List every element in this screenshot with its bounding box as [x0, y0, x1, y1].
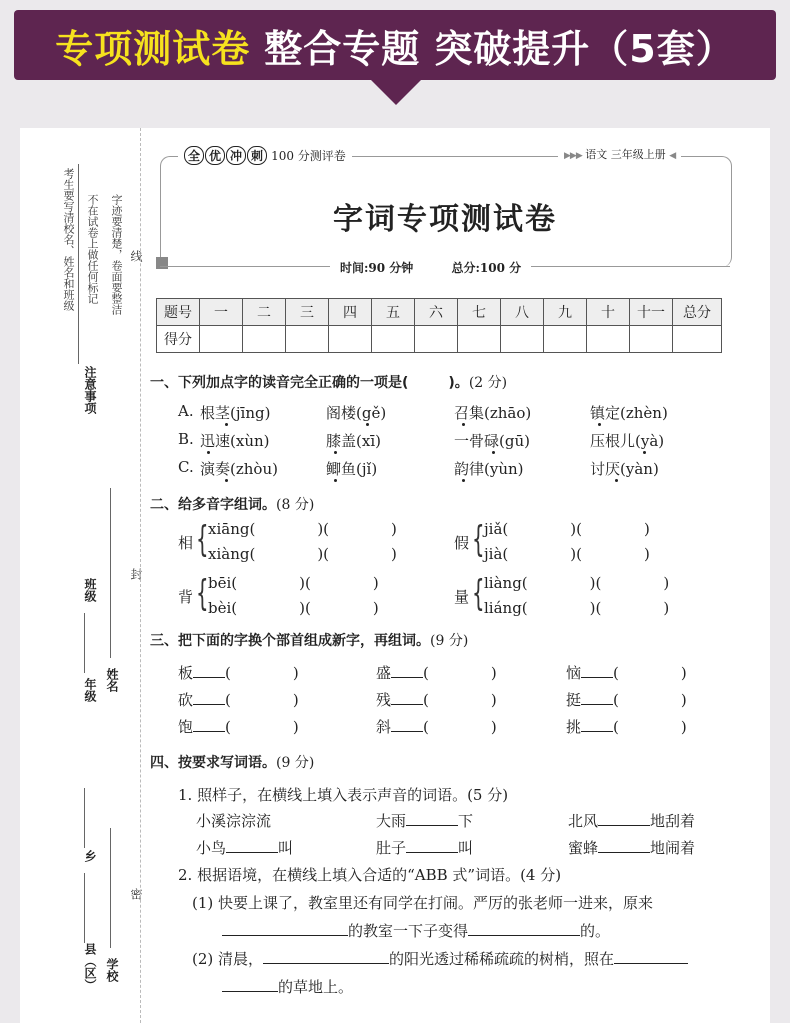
fill-blank[interactable]	[468, 923, 580, 936]
fill-blank[interactable]	[226, 840, 278, 853]
fill-blank[interactable]	[406, 813, 458, 826]
q2-points: (8 分)	[276, 497, 315, 513]
note-rule	[78, 164, 79, 364]
total-score: 总分:100 分	[451, 261, 522, 275]
score-cell[interactable]	[458, 326, 501, 353]
text-fragment: 肚子	[376, 839, 407, 857]
text-fragment: )	[680, 718, 687, 736]
text-fragment: 一骨碌	[454, 432, 500, 450]
county-line	[84, 873, 85, 943]
brace-icon: {	[472, 519, 485, 560]
badge-char-3: 冲	[226, 146, 246, 165]
emphasis-dot	[643, 451, 646, 454]
q3-title-text: 三、把下面的字换个部首组成新字，再组词。	[150, 633, 430, 649]
q1-item	[326, 458, 377, 479]
text-fragment: (	[613, 664, 619, 682]
text-fragment: 压根儿	[590, 432, 636, 450]
q2-reading	[484, 545, 650, 563]
q2-char: 假	[454, 534, 470, 552]
subject-text: 语文 三年级上册	[585, 148, 666, 161]
series-label	[178, 146, 352, 165]
score-header-cell: 一	[200, 299, 243, 326]
text-fragment: )	[372, 599, 379, 617]
text-fragment: )	[391, 545, 397, 563]
q2-reading	[484, 599, 669, 617]
q3-item	[566, 716, 687, 737]
text-fragment: 地闹着	[650, 839, 696, 857]
text-fragment: )(	[317, 520, 330, 538]
text-fragment: )	[643, 520, 650, 538]
score-header-cell: 六	[415, 299, 458, 326]
score-input-row	[157, 326, 722, 353]
text-fragment: )(	[589, 574, 602, 592]
score-header-cell: 四	[329, 299, 372, 326]
name-line	[110, 488, 111, 658]
text-fragment: )(	[589, 599, 602, 617]
text-fragment: 北风	[568, 812, 599, 830]
score-cell[interactable]	[286, 326, 329, 353]
q4-sub2: 2. 根据语境，在横线上填入合适的“ABB 式”词语。(4 分)	[178, 866, 562, 884]
q1-title-end: )。	[448, 375, 469, 391]
fill-blank[interactable]	[193, 665, 225, 678]
text-fragment: )	[643, 545, 650, 563]
text-fragment: 下	[458, 812, 474, 830]
score-header-cell: 五	[372, 299, 415, 326]
text-fragment: 挑	[566, 718, 582, 736]
text-fragment: 的草地上。	[278, 978, 354, 996]
fill-blank[interactable]	[598, 813, 650, 826]
text-fragment: (xùn)	[230, 432, 270, 450]
text-fragment: 蜜蜂	[568, 839, 599, 857]
badge-char-1: 全	[184, 146, 204, 165]
text-fragment: )(	[570, 520, 582, 538]
text-fragment: xiàng(	[208, 545, 256, 563]
text-fragment: )(	[299, 599, 311, 617]
emphasis-dot	[225, 479, 228, 482]
text-fragment: 的阳光透过稀稀疏疏的树梢，照在	[389, 950, 615, 968]
text-fragment: 阁楼	[326, 404, 357, 422]
text-fragment: 残	[376, 691, 392, 709]
text-fragment: )	[680, 664, 687, 682]
q4-p2-line2	[222, 976, 353, 997]
note-3: 字迹要清楚，卷面要整洁	[110, 194, 123, 315]
text-fragment: (zhèn)	[620, 404, 668, 422]
text-fragment: 叫	[458, 839, 474, 857]
banner-pointer	[370, 79, 422, 105]
text-fragment: 镇定	[590, 404, 621, 422]
q4-item	[568, 810, 695, 831]
q1-item	[590, 458, 659, 479]
q4-sub1: 1. 照样子，在横线上填入表示声音的词语。(5 分)	[178, 786, 509, 804]
binding-dash	[140, 128, 141, 1023]
time-limit: 时间:90 分钟	[340, 261, 414, 275]
text-fragment: )	[490, 664, 497, 682]
fill-blank[interactable]	[263, 951, 389, 964]
text-fragment: 盛	[376, 664, 392, 682]
text-fragment: (	[225, 718, 231, 736]
score-header-cell: 十	[587, 299, 630, 326]
emphasis-dot	[207, 451, 210, 454]
q2-reading	[208, 574, 379, 592]
q3-item	[178, 689, 299, 710]
score-cell[interactable]	[587, 326, 630, 353]
text-fragment: )(	[317, 545, 330, 563]
fill-blank[interactable]	[581, 692, 613, 705]
text-fragment: 召集	[454, 404, 485, 422]
emphasis-dot	[366, 423, 369, 426]
score-header-cell: 总分	[673, 299, 722, 326]
text-fragment: )	[292, 664, 299, 682]
q3-item	[178, 662, 299, 683]
text-fragment: 挺	[566, 691, 582, 709]
score-header-cell: 十一	[630, 299, 673, 326]
emphasis-dot	[334, 479, 337, 482]
text-fragment: jiǎ(	[484, 520, 509, 538]
text-fragment: (	[613, 691, 619, 709]
class-line	[84, 613, 85, 673]
q3-item	[376, 662, 497, 683]
fill-blank[interactable]	[391, 692, 423, 705]
q2-reading	[208, 520, 397, 538]
score-table	[156, 298, 722, 353]
text-fragment: (	[225, 664, 231, 682]
q3-item	[566, 662, 687, 683]
emphasis-dot	[462, 479, 465, 482]
score-cell[interactable]	[200, 326, 243, 353]
badge-char-4: 刺	[247, 146, 267, 165]
text-fragment: 膝盖	[326, 432, 357, 450]
q1-item	[200, 458, 278, 479]
score-header-cell: 题号	[157, 299, 200, 326]
emphasis-dot	[462, 423, 465, 426]
text-fragment: 恼	[566, 664, 582, 682]
q2-reading	[208, 545, 397, 563]
arrow-left-icon: ◀	[669, 151, 676, 161]
grade-label: 年级	[83, 678, 97, 702]
score-header-row	[157, 299, 722, 326]
note-1: 考生要写清校名、姓名和班级	[62, 168, 75, 311]
emphasis-dot	[615, 479, 618, 482]
q1-item	[326, 430, 381, 451]
text-fragment: jià(	[484, 545, 509, 563]
q1-item	[326, 402, 386, 423]
text-fragment: )	[680, 691, 687, 709]
score-header-cell: 八	[501, 299, 544, 326]
text-fragment: (gū)	[499, 432, 530, 450]
score-cell[interactable]	[673, 326, 722, 353]
q3-item	[376, 716, 497, 737]
text-fragment: 板	[178, 664, 194, 682]
subject-label	[558, 146, 681, 162]
q4-p1-line2	[222, 920, 610, 941]
text-fragment: xiāng(	[208, 520, 256, 538]
seal-feng-mark: 封	[129, 568, 143, 580]
text-fragment: (	[423, 664, 429, 682]
q1-item	[454, 458, 524, 479]
text-fragment: (gě)	[356, 404, 387, 422]
text-fragment: (	[613, 718, 619, 736]
fill-blank[interactable]	[222, 923, 348, 936]
time-info	[330, 259, 531, 276]
school-label: 学校	[105, 958, 119, 982]
q4-item	[376, 810, 473, 831]
score-header-cell: 三	[286, 299, 329, 326]
q3-title	[150, 630, 468, 650]
fill-blank[interactable]	[193, 692, 225, 705]
q4-item	[568, 837, 695, 858]
score-cell[interactable]	[501, 326, 544, 353]
text-fragment: 的。	[580, 922, 611, 940]
banner-text-2: 突破提升（5套）	[434, 26, 735, 71]
text-fragment: 鲫鱼	[326, 460, 357, 478]
q4-item	[196, 837, 293, 858]
q1-row-c-label: C.	[178, 458, 194, 476]
badge-char-2: 优	[205, 146, 225, 165]
text-fragment: )	[663, 574, 670, 592]
text-fragment: )(	[570, 545, 582, 563]
q3-item	[376, 689, 497, 710]
q4-example: 小溪淙淙流	[196, 812, 272, 830]
banner-text-1: 整合专题	[264, 26, 421, 71]
text-fragment: 的教室一下子变得	[348, 922, 469, 940]
text-fragment: (	[225, 691, 231, 709]
text-fragment: (jǐ)	[356, 460, 378, 478]
emphasis-dot	[598, 423, 601, 426]
q1-item	[590, 430, 664, 451]
q1-item	[590, 402, 668, 423]
q2-title	[150, 494, 314, 514]
q4-points: (9 分)	[276, 755, 315, 771]
score-cell[interactable]	[372, 326, 415, 353]
text-fragment: 韵律	[454, 460, 485, 478]
text-fragment: bèi(	[208, 599, 238, 617]
q1-item	[454, 402, 531, 423]
text-fragment: (yà)	[635, 432, 665, 450]
text-fragment: 地刮着	[650, 812, 696, 830]
text-fragment: (xī)	[356, 432, 381, 450]
text-fragment: )	[391, 520, 397, 538]
text-fragment: 讨厌	[590, 460, 621, 478]
class-label: 班级	[83, 578, 97, 602]
seal-line-mark: 线	[129, 250, 143, 262]
q2-title-text: 二、给多音字组词。	[150, 497, 276, 513]
text-fragment: 根茎	[200, 404, 231, 422]
promo-banner	[14, 10, 776, 80]
q1-item	[200, 430, 270, 451]
text-fragment: (jīng)	[230, 404, 271, 422]
brace-icon: {	[196, 519, 209, 560]
text-fragment: (	[423, 691, 429, 709]
banner-highlight: 专项测试卷	[55, 26, 251, 71]
text-fragment: 大雨	[376, 812, 407, 830]
q4-title	[150, 752, 314, 772]
arrow-right-icon: ▶▶▶	[564, 151, 582, 161]
fill-blank[interactable]	[598, 840, 650, 853]
series-name: 100 分测评卷	[271, 149, 346, 163]
county-label: 县（区）	[83, 943, 97, 991]
q1-item	[200, 402, 270, 423]
text-fragment: )	[490, 718, 497, 736]
score-row-label: 得分	[157, 326, 200, 353]
text-fragment: (yùn)	[484, 460, 524, 478]
text-fragment: 饱	[178, 718, 194, 736]
text-fragment: 小鸟	[196, 839, 227, 857]
q3-points: (9 分)	[430, 633, 469, 649]
q4-p2-line1	[192, 948, 688, 969]
fill-blank[interactable]	[614, 951, 688, 964]
text-fragment: )	[372, 574, 379, 592]
q1-title	[150, 372, 507, 392]
corner-square	[156, 257, 168, 269]
q4-title-text: 四、按要求写词语。	[150, 755, 276, 771]
q3-item	[178, 716, 299, 737]
q4-p1-line1: (1) 快要上课了，教室里还有同学在打闹。严厉的张老师一进来，原来	[192, 894, 654, 912]
score-cell[interactable]	[630, 326, 673, 353]
q1-item	[454, 430, 530, 451]
text-fragment: (zhāo)	[484, 404, 532, 422]
score-cell[interactable]	[415, 326, 458, 353]
score-header-cell: 二	[243, 299, 286, 326]
score-cell[interactable]	[243, 326, 286, 353]
q2-reading	[484, 574, 669, 592]
q4-item	[376, 837, 473, 858]
text-fragment: )(	[299, 574, 311, 592]
exam-paper	[20, 128, 770, 1023]
school-line	[110, 828, 111, 948]
text-fragment: 砍	[178, 691, 194, 709]
text-fragment: 演奏	[200, 460, 231, 478]
text-fragment: 叫	[278, 839, 294, 857]
page-title: 字词专项测试卷	[333, 202, 557, 237]
text-fragment: )	[292, 718, 299, 736]
q2-char: 背	[178, 588, 194, 606]
notes-title: 注意事项	[83, 366, 97, 414]
score-cell[interactable]	[329, 326, 372, 353]
brace-icon: {	[472, 573, 485, 614]
text-fragment: liàng(	[484, 574, 528, 592]
score-header-cell: 九	[544, 299, 587, 326]
emphasis-dot	[225, 423, 228, 426]
seal-mi-mark: 密	[129, 888, 143, 900]
text-fragment: )	[490, 691, 497, 709]
text-fragment: 迅速	[200, 432, 231, 450]
text-fragment: )	[663, 599, 670, 617]
score-header-cell: 七	[458, 299, 501, 326]
brace-icon: {	[196, 573, 209, 614]
emphasis-dot	[492, 451, 495, 454]
name-label: 姓名	[105, 668, 119, 692]
q3-item	[566, 689, 687, 710]
text-fragment: bēi(	[208, 574, 238, 592]
fill-blank[interactable]	[581, 665, 613, 678]
text-fragment: )	[292, 691, 299, 709]
text-fragment: 斜	[376, 718, 392, 736]
fill-blank[interactable]	[193, 719, 225, 732]
q2-char: 相	[178, 534, 194, 552]
fill-blank[interactable]	[391, 665, 423, 678]
emphasis-dot	[334, 451, 337, 454]
score-cell[interactable]	[544, 326, 587, 353]
q2-reading	[484, 520, 650, 538]
q1-title-text: 一、下列加点字的读音完全正确的一项是(	[150, 375, 409, 391]
text-fragment: (2) 清晨，	[192, 950, 264, 968]
township-label: 乡	[83, 850, 97, 862]
fill-blank[interactable]	[222, 979, 278, 992]
note-2: 不在试卷上做任何标记	[86, 194, 99, 304]
fill-blank[interactable]	[581, 719, 613, 732]
township-line	[84, 788, 85, 848]
text-fragment: liáng(	[484, 599, 528, 617]
q1-points: (2 分)	[468, 375, 508, 391]
q2-char: 量	[454, 588, 470, 606]
text-fragment: (	[423, 718, 429, 736]
binding-strip	[20, 128, 148, 1023]
fill-blank[interactable]	[391, 719, 423, 732]
fill-blank[interactable]	[406, 840, 458, 853]
q1-row-b-label: B.	[178, 430, 194, 448]
text-fragment: (zhòu)	[230, 460, 278, 478]
q1-row-a-label: A.	[178, 402, 194, 420]
text-fragment: (yàn)	[620, 460, 659, 478]
q2-reading	[208, 599, 379, 617]
